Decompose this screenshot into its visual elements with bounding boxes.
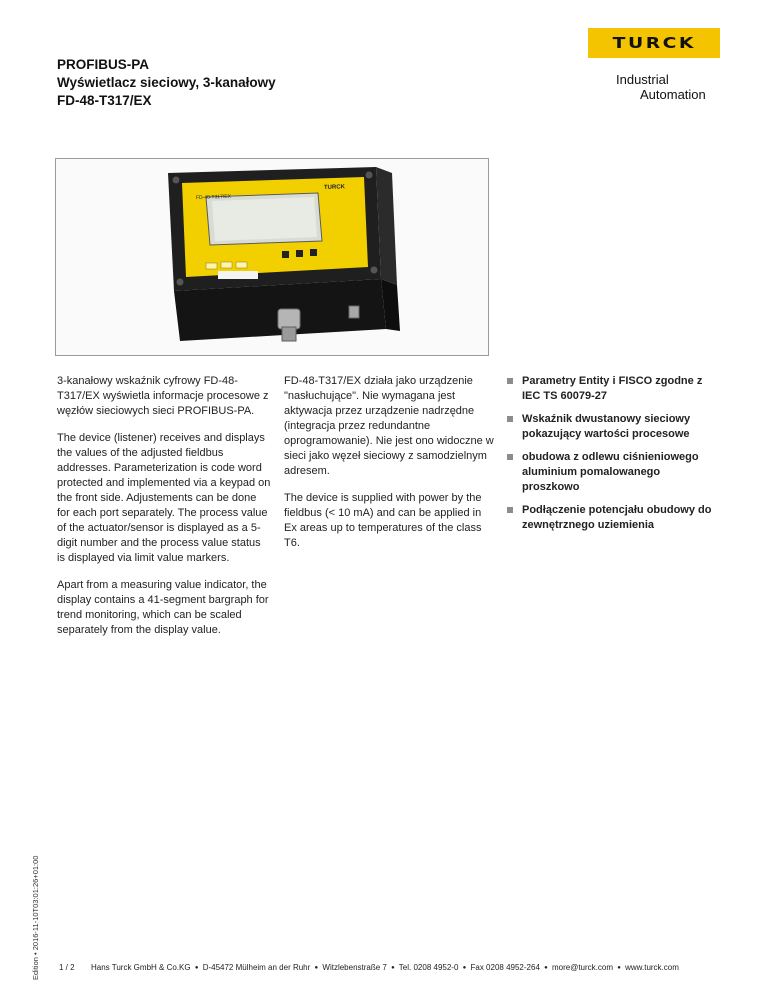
paragraph: FD-48-T317/EX działa jako urządzenie "nasłuchujące". Nie wymagana jest aktywacja przez urządzenie nadrzędne (integracja przez redundantne oprogramowanie). Nie jest ono widoczne w sieci jako węzeł sieciowy z samodzielnym adresem. (284, 375, 494, 477)
body-column-2 (284, 374, 494, 563)
title-line-product-family: PROFIBUS-PA (57, 57, 150, 72)
feature-text: Podłączenie potencjału obudowy do zewnętrznego uziemienia (522, 504, 712, 531)
bullet-dot-icon: ● (314, 965, 319, 971)
feature-text: Wskaźnik dwustanowy sieciowy pokazujący wartości procesowe (522, 413, 691, 440)
bullet-dot-icon: ● (617, 965, 621, 971)
page-number: 1 / 2 (59, 963, 75, 972)
cable-gland (278, 309, 300, 329)
bullet-square-icon (507, 454, 513, 460)
body-column-1 (57, 374, 271, 650)
keypad-button (296, 250, 303, 257)
bullet-dot-icon: ● (391, 965, 395, 971)
footer-address: D-45472 Mülheim an der Ruhr (202, 963, 311, 972)
paragraph: The device is supplied with power by the fieldbus (< 10 mA) and can be applied in Ex areas up to temperatures of the class T6. (284, 492, 482, 549)
footer-street: Witzlebenstraße 7 (322, 963, 387, 972)
feature-item (507, 374, 717, 404)
feature-list (507, 374, 717, 533)
bullet-square-icon (507, 507, 513, 513)
footer-email[interactable]: more@turck.com (551, 963, 614, 972)
bullet-square-icon (507, 378, 513, 384)
bullet-dot-icon: ● (544, 965, 548, 971)
paragraph: The device (listener) receives and displays the values of the adjusted fieldbus addresses. Parameterization is code word protected and implemented via a keypad on the front side. Adjustements can be done for each port separately. The process value of the actuator/sensor is displayed as a 5-digit number and the process value status is displayed via limit value markers. (57, 432, 271, 564)
tagline-industrial: Industrial (616, 72, 669, 87)
edition-stamp: Edition • 2016-11-10T03:01:26+01:00 (31, 855, 40, 980)
feature-item (507, 503, 717, 533)
tagline-automation: Automation (640, 87, 706, 102)
feature-text: obudowa z odlewu ciśnieniowego aluminium pomalowanego proszkowo (522, 451, 699, 493)
feature-list-column (507, 374, 717, 541)
feature-text: Parametry Entity i FISCO zgodne z IEC TS 60079-27 (522, 375, 703, 402)
ground-bolt (349, 306, 359, 318)
keypad-button (310, 249, 317, 256)
footer-fax: Fax 0208 4952-264 (470, 963, 540, 972)
bullet-dot-icon: ● (462, 965, 467, 971)
device-illustration (56, 159, 488, 355)
logo-wordmark: TURCK (612, 34, 696, 52)
bullet-dot-icon: ● (194, 965, 199, 971)
turck-logo (588, 28, 720, 58)
title-line-description: Wyświetlacz sieciowy, 3-kanałowy (57, 75, 276, 90)
document-title (57, 56, 276, 110)
keypad-button (282, 251, 289, 258)
brand-tagline (616, 72, 706, 102)
paragraph: Apart from a measuring value indicator, the display contains a 41-segment bargraph for trend monitoring, which can be scaled separately from the display value. (57, 579, 269, 636)
footer-company: Hans Turck GmbH & Co.KG (91, 963, 191, 972)
panel-brand-label: TURCK (323, 184, 346, 191)
product-photo-frame (55, 158, 489, 356)
bullet-square-icon (507, 416, 513, 422)
feature-item (507, 450, 717, 495)
panel-model-label: FD-48-T317/EX (195, 193, 232, 201)
footer-tel: Tel. 0208 4952-0 (398, 963, 459, 972)
paragraph: 3-kanałowy wskaźnik cyfrowy FD-48-T317/EX wyświetla informacje procesowe z węzłów sieciowych sieci PROFIBUS-PA. (57, 375, 269, 417)
feature-item (507, 412, 717, 442)
footer-website[interactable]: www.turck.com (625, 963, 679, 972)
title-line-model: FD-48-T317/EX (57, 93, 152, 108)
footer-contact (91, 963, 679, 972)
